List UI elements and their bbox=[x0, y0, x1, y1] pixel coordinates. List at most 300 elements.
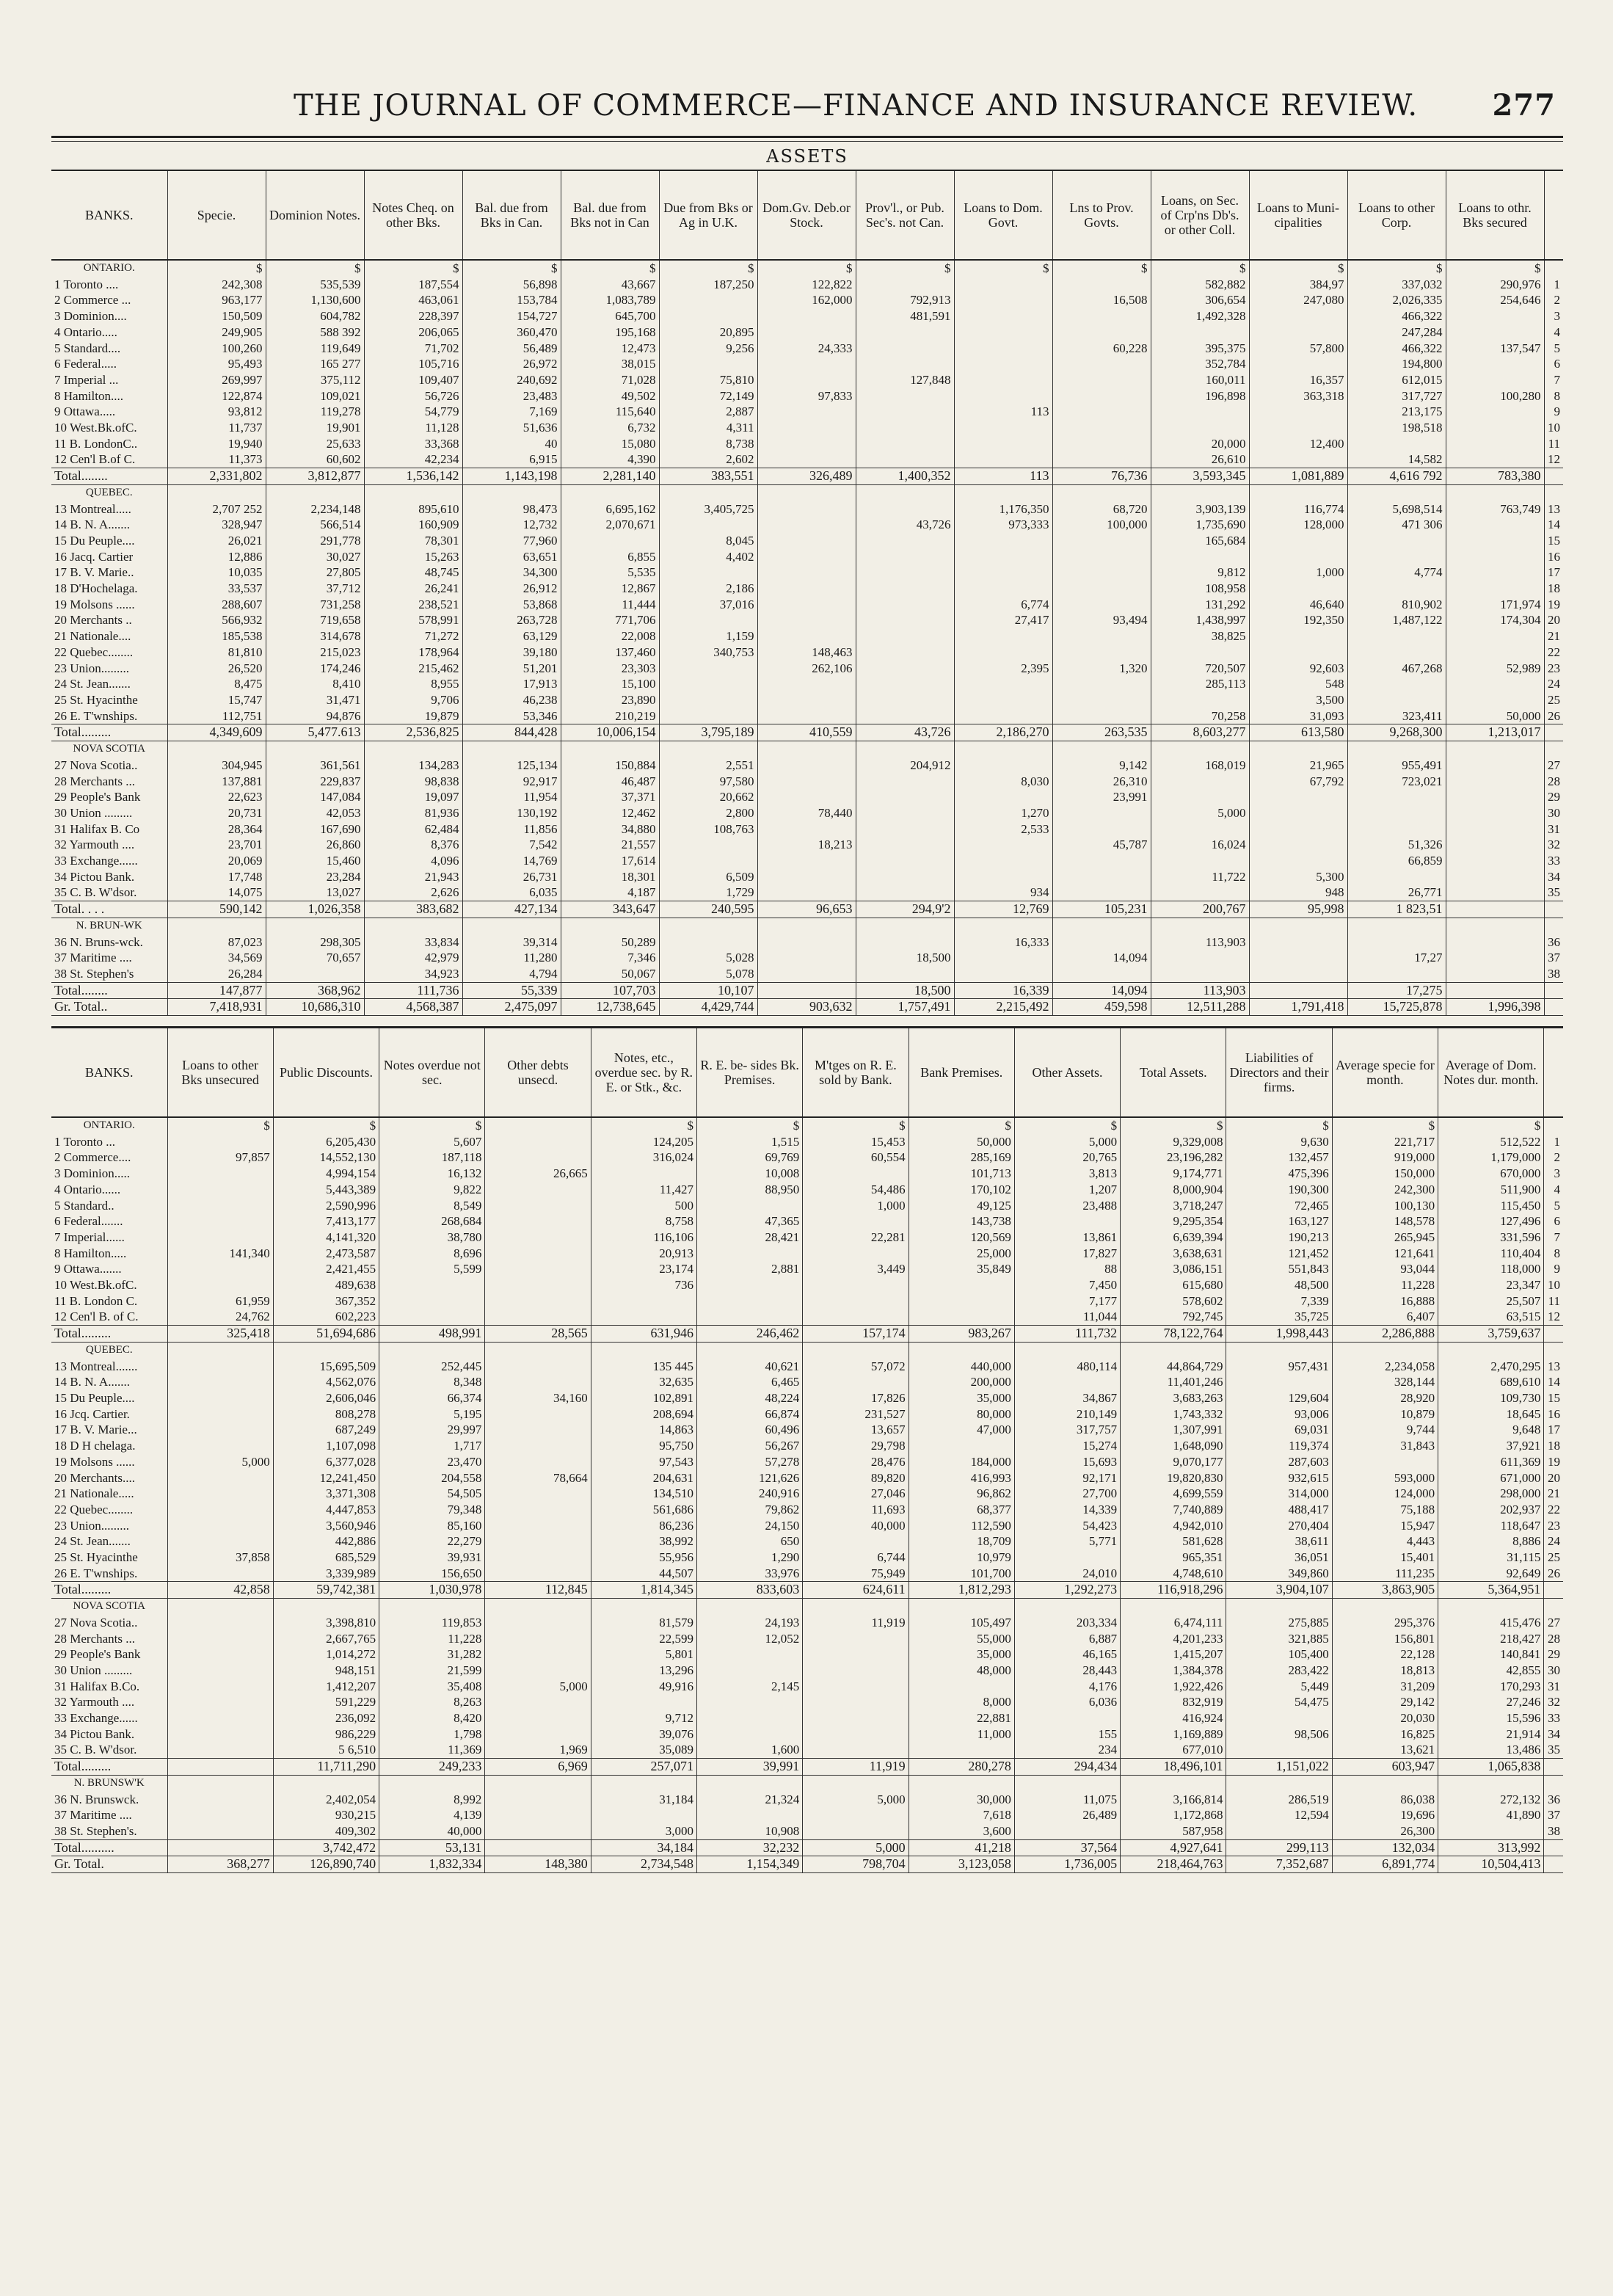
table-cell: 15,596 bbox=[1438, 1710, 1544, 1726]
column-header: Lns to Prov. Govts. bbox=[1052, 170, 1151, 260]
table-cell: 135 445 bbox=[591, 1359, 696, 1375]
table-cell bbox=[856, 692, 954, 708]
table-cell: $ bbox=[561, 260, 659, 277]
bank-row bbox=[51, 597, 1563, 613]
table-cell: 49,916 bbox=[591, 1679, 696, 1695]
table-cell: 72,465 bbox=[1226, 1198, 1332, 1214]
table-cell: 612,015 bbox=[1347, 372, 1446, 388]
table-cell: 17,913 bbox=[462, 676, 561, 692]
total-row bbox=[51, 468, 1563, 485]
table-cell bbox=[485, 1518, 591, 1534]
table-cell bbox=[757, 549, 856, 565]
table-cell bbox=[1446, 564, 1544, 581]
bank-row bbox=[51, 692, 1563, 708]
table-cell: 119,278 bbox=[266, 404, 364, 420]
row-number bbox=[1544, 1599, 1563, 1615]
column-header: Loans to other Corp. bbox=[1347, 170, 1446, 260]
row-number: 21 bbox=[1544, 1486, 1563, 1502]
table-cell: 50,000 bbox=[909, 1134, 1014, 1150]
table-cell: 12,769 bbox=[954, 901, 1052, 918]
table-cell: 4,443 bbox=[1332, 1533, 1438, 1550]
row-number: 26 bbox=[1544, 708, 1563, 724]
table-cell bbox=[1347, 821, 1446, 838]
table-cell bbox=[1446, 918, 1544, 934]
table-cell bbox=[803, 1631, 909, 1647]
bank-row bbox=[51, 581, 1563, 597]
table-cell bbox=[1052, 821, 1151, 838]
table-cell: 442,886 bbox=[273, 1533, 379, 1550]
table-cell: 1,735,690 bbox=[1151, 517, 1249, 533]
table-cell: 262,106 bbox=[757, 661, 856, 677]
table-cell: 33,537 bbox=[167, 581, 266, 597]
table-cell bbox=[757, 436, 856, 452]
table-cell bbox=[1052, 581, 1151, 597]
table-cell: 10,504,413 bbox=[1438, 1856, 1544, 1873]
table-cell: 42,234 bbox=[364, 451, 462, 468]
table-cell: 127,848 bbox=[856, 372, 954, 388]
table-cell bbox=[167, 1134, 273, 1150]
table-cell bbox=[1151, 884, 1249, 901]
table-cell: 22,599 bbox=[591, 1631, 696, 1647]
table-cell bbox=[803, 1166, 909, 1182]
bank-row bbox=[51, 708, 1563, 724]
table-cell bbox=[167, 1533, 273, 1550]
table-cell: 304,945 bbox=[167, 758, 266, 774]
table-cell: 1,729 bbox=[659, 884, 757, 901]
table-cell: 1,159 bbox=[659, 628, 757, 644]
table-cell: 645,700 bbox=[561, 308, 659, 324]
table-cell: 4,774 bbox=[1347, 564, 1446, 581]
table-cell bbox=[167, 1502, 273, 1518]
table-cell: 2,606,046 bbox=[273, 1390, 379, 1406]
table-cell bbox=[1438, 1775, 1544, 1791]
table-cell: 3,166,814 bbox=[1121, 1792, 1226, 1808]
table-cell bbox=[1332, 1775, 1438, 1791]
table-cell bbox=[1446, 869, 1544, 885]
table-cell bbox=[1151, 692, 1249, 708]
bank-name: 23 Union......... bbox=[54, 1518, 129, 1533]
table-cell: 53,131 bbox=[379, 1839, 485, 1856]
table-cell: 21,599 bbox=[379, 1663, 485, 1679]
bank-row bbox=[51, 774, 1563, 790]
bank-name: 13 Montreal..... bbox=[54, 501, 131, 516]
table-cell: 10,035 bbox=[167, 564, 266, 581]
row-number: 37 bbox=[1544, 1807, 1563, 1823]
table-cell: 4,699,559 bbox=[1121, 1486, 1226, 1502]
table-cell: 9,070,177 bbox=[1121, 1454, 1226, 1470]
table-cell: 17,27 bbox=[1347, 950, 1446, 966]
bank-name: Total......... bbox=[51, 724, 167, 741]
table-cell: 314,678 bbox=[266, 628, 364, 644]
bank-row bbox=[51, 1566, 1563, 1582]
bank-name: 25 St. Hyacinthe bbox=[54, 1550, 138, 1565]
table-cell bbox=[1226, 1599, 1332, 1615]
table-cell: 7,352,687 bbox=[1226, 1856, 1332, 1873]
table-cell: 1,438,997 bbox=[1151, 612, 1249, 628]
table-cell: 4,994,154 bbox=[273, 1166, 379, 1182]
table-cell: 26,021 bbox=[167, 533, 266, 549]
column-header: M'tges on R. E. sold by Bank. bbox=[803, 1028, 909, 1118]
row-number: 14 bbox=[1544, 517, 1563, 533]
table-cell: 10,107 bbox=[659, 982, 757, 999]
table-cell bbox=[1014, 1550, 1120, 1566]
table-cell bbox=[1226, 1823, 1332, 1839]
table-cell: $ bbox=[273, 1117, 379, 1134]
table-cell: 18,813 bbox=[1332, 1663, 1438, 1679]
table-cell: 86,038 bbox=[1332, 1792, 1438, 1808]
table-cell: 40,000 bbox=[379, 1823, 485, 1839]
table-cell bbox=[757, 404, 856, 420]
bank-row bbox=[51, 564, 1563, 581]
table-cell: 1,832,334 bbox=[379, 1856, 485, 1873]
table-cell: 112,590 bbox=[909, 1518, 1014, 1534]
table-cell bbox=[856, 420, 954, 436]
table-cell bbox=[1446, 356, 1544, 372]
table-cell: $ bbox=[1151, 260, 1249, 277]
table-cell: 8,696 bbox=[379, 1246, 485, 1262]
table-cell bbox=[1446, 774, 1544, 790]
bank-row bbox=[51, 789, 1563, 805]
table-cell bbox=[1249, 484, 1347, 501]
table-cell bbox=[856, 277, 954, 293]
table-cell bbox=[856, 612, 954, 628]
table-cell: 1,000 bbox=[1249, 564, 1347, 581]
table-cell: 111,732 bbox=[1014, 1326, 1120, 1343]
table-cell: 5,449 bbox=[1226, 1679, 1332, 1695]
table-cell: 53,346 bbox=[462, 708, 561, 724]
table-cell bbox=[954, 484, 1052, 501]
table-cell: 97,857 bbox=[167, 1149, 273, 1166]
table-cell bbox=[757, 420, 856, 436]
table-cell: 44,507 bbox=[591, 1566, 696, 1582]
table-cell: 113,903 bbox=[1151, 934, 1249, 951]
row-number: 18 bbox=[1544, 581, 1563, 597]
table-cell bbox=[167, 1406, 273, 1423]
table-cell: 17,748 bbox=[167, 869, 266, 885]
table-cell bbox=[1446, 676, 1544, 692]
table-cell: 21,965 bbox=[1249, 758, 1347, 774]
table-cell: 39,991 bbox=[696, 1759, 802, 1776]
table-cell: 603,947 bbox=[1332, 1759, 1438, 1776]
table-cell: 4,429,744 bbox=[659, 999, 757, 1016]
table-cell bbox=[757, 501, 856, 517]
table-cell bbox=[1347, 934, 1446, 951]
table-cell: 919,000 bbox=[1332, 1149, 1438, 1166]
table-cell bbox=[909, 1342, 1014, 1358]
table-cell bbox=[757, 821, 856, 838]
table-cell bbox=[167, 1359, 273, 1375]
table-cell: 60,602 bbox=[266, 451, 364, 468]
table-cell bbox=[167, 1792, 273, 1808]
table-cell: 12,867 bbox=[561, 581, 659, 597]
table-cell bbox=[485, 1198, 591, 1214]
table-cell: 480,114 bbox=[1014, 1359, 1120, 1375]
bank-row bbox=[51, 1679, 1563, 1695]
bank-row bbox=[51, 1213, 1563, 1229]
table-cell: 1,176,350 bbox=[954, 501, 1052, 517]
table-cell: 6,377,028 bbox=[273, 1454, 379, 1470]
table-cell: 326,489 bbox=[757, 468, 856, 485]
table-cell: 963,177 bbox=[167, 292, 266, 308]
table-cell: 97,543 bbox=[591, 1454, 696, 1470]
table-cell: 15,460 bbox=[266, 853, 364, 869]
table-cell: 202,937 bbox=[1438, 1502, 1544, 1518]
table-cell: 11,919 bbox=[803, 1615, 909, 1631]
table-cell bbox=[856, 661, 954, 677]
table-cell: 3,371,308 bbox=[273, 1486, 379, 1502]
table-cell: 16,825 bbox=[1332, 1726, 1438, 1743]
table-cell: 1,172,868 bbox=[1121, 1807, 1226, 1823]
total-row bbox=[51, 901, 1563, 918]
table-cell bbox=[1014, 1775, 1120, 1791]
table-cell: 118,647 bbox=[1438, 1518, 1544, 1534]
table-cell: 85,160 bbox=[379, 1518, 485, 1534]
table-cell: 31,209 bbox=[1332, 1679, 1438, 1695]
table-cell: 4,942,010 bbox=[1121, 1518, 1226, 1534]
table-cell bbox=[856, 436, 954, 452]
row-number: 13 bbox=[1544, 501, 1563, 517]
table-cell: 26,310 bbox=[1052, 774, 1151, 790]
row-number: 4 bbox=[1544, 1182, 1563, 1198]
table-cell: 131,292 bbox=[1151, 597, 1249, 613]
total-row bbox=[51, 1582, 1563, 1599]
table-cell: $ bbox=[659, 260, 757, 277]
table-cell bbox=[803, 1710, 909, 1726]
table-cell: 561,686 bbox=[591, 1502, 696, 1518]
table-cell bbox=[803, 1679, 909, 1695]
table-cell bbox=[856, 853, 954, 869]
table-cell bbox=[1249, 324, 1347, 341]
table-cell: 95,750 bbox=[591, 1438, 696, 1454]
table-cell: 581,628 bbox=[1121, 1533, 1226, 1550]
table-cell: 5,698,514 bbox=[1347, 501, 1446, 517]
bank-name: 10 West.Bk.ofC. bbox=[54, 1278, 137, 1293]
bank-name: 2 Commerce ... bbox=[54, 293, 131, 308]
table-cell: 43,726 bbox=[856, 517, 954, 533]
table-cell: 833,603 bbox=[696, 1582, 802, 1599]
table-cell: 67,792 bbox=[1249, 774, 1347, 790]
bank-name: 37 Maritime .... bbox=[54, 951, 132, 965]
table-cell: 2,475,097 bbox=[462, 999, 561, 1016]
table-cell bbox=[591, 1807, 696, 1823]
table-cell: 16,333 bbox=[954, 934, 1052, 951]
table-cell: 124,000 bbox=[1332, 1486, 1438, 1502]
table-cell: 844,428 bbox=[462, 724, 561, 741]
table-cell: 466,322 bbox=[1347, 341, 1446, 357]
table-cell bbox=[856, 324, 954, 341]
table-cell bbox=[659, 692, 757, 708]
table-cell: 9,648 bbox=[1438, 1422, 1544, 1438]
table-cell: 70,657 bbox=[266, 950, 364, 966]
table-cell bbox=[1249, 581, 1347, 597]
table-cell: 9,174,771 bbox=[1121, 1166, 1226, 1182]
table-cell: 2,473,587 bbox=[273, 1246, 379, 1262]
table-cell bbox=[659, 356, 757, 372]
table-cell bbox=[167, 1663, 273, 1679]
table-cell: 3,903,139 bbox=[1151, 501, 1249, 517]
table-cell: 51,201 bbox=[462, 661, 561, 677]
table-cell: 4,568,387 bbox=[364, 999, 462, 1016]
table-cell: 38,611 bbox=[1226, 1533, 1332, 1550]
table-cell: 19,820,830 bbox=[1121, 1470, 1226, 1486]
table-cell bbox=[1052, 372, 1151, 388]
bank-name: Total........ bbox=[51, 468, 167, 485]
table-cell: 832,919 bbox=[1121, 1694, 1226, 1710]
table-cell: 115,450 bbox=[1438, 1198, 1544, 1214]
table-cell bbox=[167, 1742, 273, 1758]
table-cell: 26,241 bbox=[364, 581, 462, 597]
row-number: 38 bbox=[1544, 966, 1563, 982]
table-cell bbox=[485, 1182, 591, 1198]
table-cell: 150,509 bbox=[167, 308, 266, 324]
table-cell bbox=[379, 1342, 485, 1358]
row-number bbox=[1544, 1326, 1563, 1343]
table-cell: 409,302 bbox=[273, 1823, 379, 1839]
bank-name: Gr. Total. bbox=[51, 1856, 167, 1873]
table-cell: 97,580 bbox=[659, 774, 757, 790]
table-cell: $ bbox=[379, 1117, 485, 1134]
table-cell: $ bbox=[364, 260, 462, 277]
bank-row bbox=[51, 661, 1563, 677]
row-number: 20 bbox=[1544, 612, 1563, 628]
table-cell: 4,794 bbox=[462, 966, 561, 982]
table-cell: $ bbox=[1332, 1117, 1438, 1134]
table-cell bbox=[696, 1309, 802, 1325]
table-cell: 973,333 bbox=[954, 517, 1052, 533]
table-cell: 10,979 bbox=[909, 1550, 1014, 1566]
table-cell bbox=[1121, 1599, 1226, 1615]
table-cell: 44,864,729 bbox=[1121, 1359, 1226, 1375]
province-row bbox=[51, 741, 1563, 758]
table-cell: 4,176 bbox=[1014, 1679, 1120, 1695]
row-number: 12 bbox=[1544, 451, 1563, 468]
table-cell: 26,912 bbox=[462, 581, 561, 597]
table-cell bbox=[856, 789, 954, 805]
table-cell bbox=[856, 388, 954, 404]
bank-name: 21 Nationale.... bbox=[54, 629, 131, 644]
table-cell: 328,947 bbox=[167, 517, 266, 533]
table-cell bbox=[1052, 644, 1151, 661]
row-number: 19 bbox=[1544, 1454, 1563, 1470]
table-cell: 22,623 bbox=[167, 789, 266, 805]
row-number: 32 bbox=[1544, 837, 1563, 853]
table-cell bbox=[803, 1823, 909, 1839]
table-cell: 4,141,320 bbox=[273, 1229, 379, 1246]
table-cell: 71,272 bbox=[364, 628, 462, 644]
bank-row bbox=[51, 1293, 1563, 1309]
table-cell bbox=[757, 884, 856, 901]
row-number bbox=[1544, 918, 1563, 934]
bank-name: 11 B. LondonC.. bbox=[54, 436, 138, 451]
table-cell: 18,213 bbox=[757, 837, 856, 853]
table-cell: 38,992 bbox=[591, 1533, 696, 1550]
table-cell bbox=[485, 1615, 591, 1631]
table-cell bbox=[757, 324, 856, 341]
table-cell: 38,825 bbox=[1151, 628, 1249, 644]
table-cell: 109,407 bbox=[364, 372, 462, 388]
table-cell: 252,445 bbox=[379, 1359, 485, 1375]
table-cell: 12,052 bbox=[696, 1631, 802, 1647]
table-cell: 47,000 bbox=[909, 1422, 1014, 1438]
table-cell: 25,633 bbox=[266, 436, 364, 452]
row-number: 4 bbox=[1544, 324, 1563, 341]
table-cell: 6,035 bbox=[462, 884, 561, 901]
table-cell bbox=[167, 1726, 273, 1743]
table-cell: 731,258 bbox=[266, 597, 364, 613]
table-cell: 298,305 bbox=[266, 934, 364, 951]
bank-name: 6 Federal..... bbox=[54, 357, 117, 371]
table-cell bbox=[856, 869, 954, 885]
table-cell: 126,890,740 bbox=[273, 1856, 379, 1873]
column-header bbox=[1544, 170, 1563, 260]
table-cell bbox=[909, 1599, 1014, 1615]
bank-row bbox=[51, 1166, 1563, 1182]
table-cell: 306,654 bbox=[1151, 292, 1249, 308]
row-number: 30 bbox=[1544, 1663, 1563, 1679]
table-cell: 16,357 bbox=[1249, 372, 1347, 388]
table-cell bbox=[485, 1277, 591, 1293]
table-cell: 1,791,418 bbox=[1249, 999, 1347, 1016]
table-cell: 165,684 bbox=[1151, 533, 1249, 549]
table-cell: $ bbox=[1249, 260, 1347, 277]
table-cell bbox=[1446, 758, 1544, 774]
bank-row bbox=[51, 1149, 1563, 1166]
bank-row bbox=[51, 612, 1563, 628]
table-cell bbox=[757, 692, 856, 708]
table-cell: 591,229 bbox=[273, 1694, 379, 1710]
table-cell bbox=[1052, 564, 1151, 581]
table-cell: 7,346 bbox=[561, 950, 659, 966]
table-cell bbox=[1121, 1775, 1226, 1791]
table-cell: 134,510 bbox=[591, 1486, 696, 1502]
bank-name: NOVA SCOTIA bbox=[73, 1600, 145, 1613]
table-cell bbox=[803, 1374, 909, 1390]
table-cell bbox=[856, 581, 954, 597]
table-cell bbox=[909, 1293, 1014, 1309]
table-cell: 26,665 bbox=[485, 1166, 591, 1182]
bank-row bbox=[51, 356, 1563, 372]
row-number: 33 bbox=[1544, 853, 1563, 869]
table-cell: 299,113 bbox=[1226, 1839, 1332, 1856]
table-cell bbox=[757, 533, 856, 549]
bank-name: 33 Exchange...... bbox=[54, 854, 138, 868]
table-cell bbox=[954, 708, 1052, 724]
bank-name: 8 Hamilton..... bbox=[54, 1246, 127, 1260]
table-cell: 107,703 bbox=[561, 982, 659, 999]
table-cell bbox=[1446, 549, 1544, 565]
table-cell: 11,373 bbox=[167, 451, 266, 468]
table-cell: 148,463 bbox=[757, 644, 856, 661]
table-cell bbox=[1052, 853, 1151, 869]
table-cell bbox=[757, 484, 856, 501]
bank-name: 1 Toronto ... bbox=[54, 1134, 116, 1149]
bank-name: 20 Merchants.... bbox=[54, 1470, 136, 1485]
table-cell bbox=[1446, 789, 1544, 805]
table-cell: 2,215,492 bbox=[954, 999, 1052, 1016]
table-cell bbox=[1347, 741, 1446, 758]
table-cell: 27,700 bbox=[1014, 1486, 1120, 1502]
table-cell: 3,560,946 bbox=[273, 1518, 379, 1534]
table-cell: 75,949 bbox=[803, 1566, 909, 1582]
table-cell: 9,706 bbox=[364, 692, 462, 708]
table-cell: 249,905 bbox=[167, 324, 266, 341]
table-cell: 280,278 bbox=[909, 1759, 1014, 1776]
table-cell: 127,496 bbox=[1438, 1213, 1544, 1229]
table-cell: 22,281 bbox=[803, 1229, 909, 1246]
table-cell: 56,489 bbox=[462, 341, 561, 357]
table-cell: 75,810 bbox=[659, 372, 757, 388]
table-cell bbox=[266, 918, 364, 934]
